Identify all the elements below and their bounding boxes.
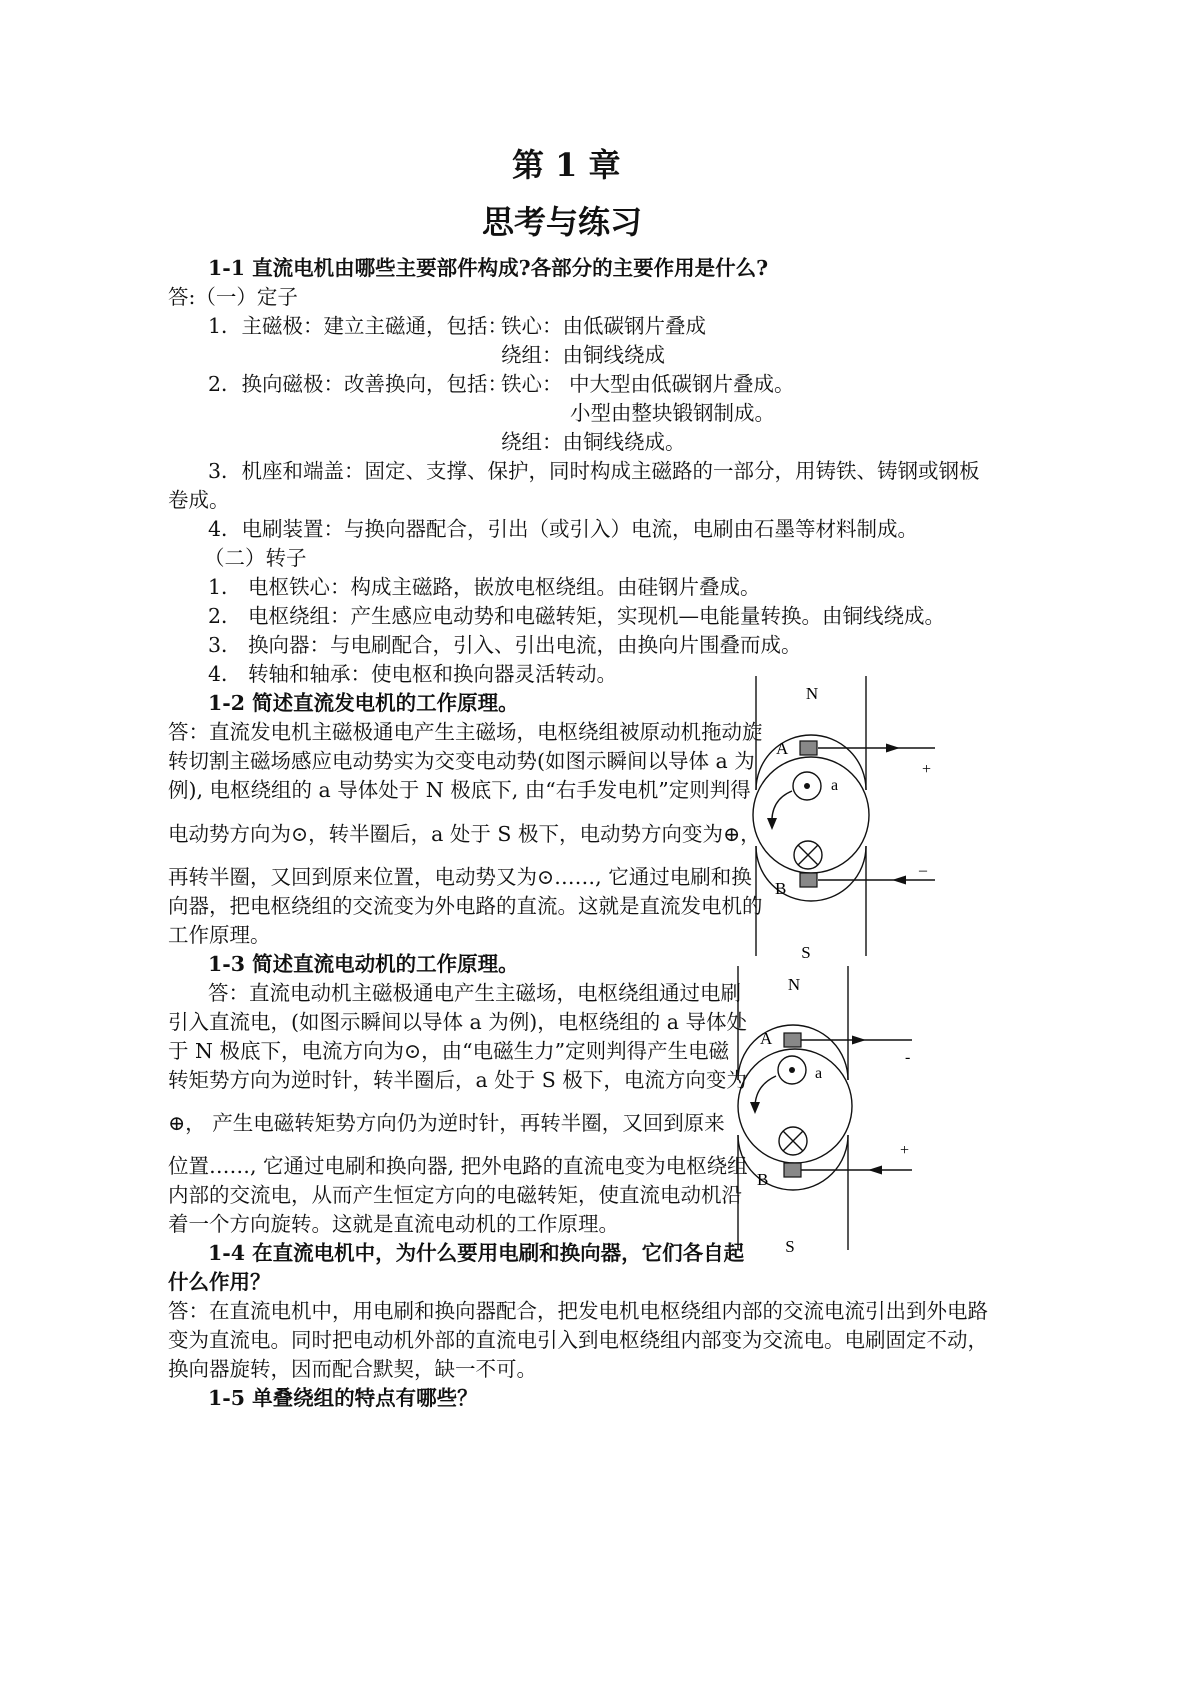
rotor-item-1: 1． 电枢铁心：构成主磁路，嵌放电枢绕组。由硅钢片叠成。 bbox=[208, 575, 761, 599]
answer-1-3-line: 位置……, 它通过电刷和换向器, 把外电路的直流电变为电枢绕组 bbox=[168, 1154, 748, 1178]
fig2-pole-s: S bbox=[785, 1237, 795, 1256]
answer-1-3-line: 着一个方向旋转。这就是直流电动机的工作原理。 bbox=[168, 1212, 619, 1236]
stator-item-2a-cont: 小型由整块锻钢制成。 bbox=[570, 401, 775, 425]
fig2-plus: + bbox=[900, 1142, 910, 1159]
fig1-conductor-label: a bbox=[831, 777, 839, 794]
answer-1-2-line: 电动势方向为⊙，转半圈后，a 处于 S 极下，电动势方向变为⊕， bbox=[168, 822, 761, 846]
dc-generator-diagram bbox=[750, 670, 950, 960]
answer-1-4-line: 答：在直流电机中，用电刷和换向器配合，把发电机电枢绕组内部的交流电流引出到外电路 bbox=[168, 1299, 988, 1323]
fig1-pole-s: S bbox=[801, 943, 811, 962]
fig2-conductor-label: a bbox=[815, 1065, 823, 1082]
section-title: 思考与练习 bbox=[482, 203, 643, 241]
fig2-brush-a: A bbox=[760, 1029, 773, 1048]
stator-item-3: 3．机座和端盖：固定、支撑、保护，同时构成主磁路的一部分，用铸铁、铸钢或钢板 bbox=[208, 459, 980, 483]
answer-1-2-line: 转切割主磁场感应电动势实为交变电动势(如图示瞬间以导体 a 为 bbox=[168, 749, 755, 773]
chapter-title: 第 1 章 bbox=[512, 146, 621, 184]
fig1-brush-a: A bbox=[776, 739, 789, 758]
fig2-minus: - bbox=[905, 1049, 911, 1066]
stator-item-2b: 绕组：由铜线绕成。 bbox=[501, 430, 686, 454]
answer-1-4-line: 变为直流电。同时把电动机外部的直流电引入到电枢绕组内部变为交流电。电刷固定不动， bbox=[168, 1328, 988, 1352]
answer-1-3-line: 转矩势方向为逆时针，转半圈后，a 处于 S 极下，电流方向变为 bbox=[168, 1068, 747, 1092]
rotor-item-2: 2． 电枢绕组：产生感应电动势和电磁转矩，实现机—电能量转换。由铜线绕成。 bbox=[208, 604, 946, 628]
rotor-item-4: 4． 转轴和轴承：使电枢和换向器灵活转动。 bbox=[208, 662, 618, 686]
question-1-5-title: 1-5 单叠绕组的特点有哪些？ bbox=[208, 1386, 478, 1410]
question-1-1-title: 1-1 直流电机由哪些主要部件构成?各部分的主要作用是什么? bbox=[208, 256, 769, 280]
question-1-4-title-cont: 什么作用？ bbox=[168, 1270, 271, 1294]
stator-item-2a: 铁心： 中大型由低碳钢片叠成。 bbox=[501, 372, 795, 396]
fig2-brush-b: B bbox=[757, 1170, 769, 1189]
stator-item-1b: 绕组：由铜线绕成 bbox=[501, 343, 665, 367]
answer-1-3-line: 内部的交流电，从而产生恒定方向的电磁转矩，使直流电动机沿 bbox=[168, 1183, 742, 1207]
rotor-heading: （二）转子 bbox=[204, 546, 307, 570]
answer-1-2-line: 答：直流发电机主磁极通电产生主磁场，电枢绕组被原动机拖动旋 bbox=[168, 720, 763, 744]
question-1-4-title: 1-4 在直流电机中，为什么要用电刷和换向器，它们各自起 bbox=[208, 1241, 745, 1265]
answer-1-3-line: 引入直流电，(如图示瞬间以导体 a 为例)，电枢绕组的 a 导体处 bbox=[168, 1010, 748, 1034]
question-1-3-title: 1-3 简述直流电动机的工作原理。 bbox=[208, 952, 519, 976]
answer-1-4-line: 换向器旋转，因而配合默契，缺一不可。 bbox=[168, 1357, 537, 1381]
answer-1-2-line: 例), 电枢绕组的 a 导体处于 N 极底下, 由“右手发电机”定则判得 bbox=[168, 778, 751, 802]
dc-motor-diagram bbox=[730, 960, 930, 1260]
stator-item-4: 4．电刷装置：与换向器配合，引出（或引入）电流，电刷由石墨等材料制成。 bbox=[208, 517, 919, 541]
fig2-pole-n: N bbox=[787, 975, 801, 994]
answer-1-3-line: 答：直流电动机主磁极通电产生主磁场，电枢绕组通过电刷 bbox=[208, 981, 741, 1005]
question-1-2-title: 1-2 简述直流发电机的工作原理。 bbox=[208, 691, 519, 715]
fig1-plus: + bbox=[922, 761, 932, 778]
fig1-minus: – bbox=[919, 862, 927, 879]
answer-1-3-line: ⊕， 产生电磁转矩势方向仍为逆时针，再转半圈，又回到原来 bbox=[168, 1111, 725, 1135]
fig1-brush-b: B bbox=[775, 879, 787, 898]
answer-1-2-line: 向器，把电枢绕组的交流变为外电路的直流。这就是直流发电机的 bbox=[168, 894, 763, 918]
stator-item-2: 2．换向磁极：改善换向，包括： bbox=[208, 372, 509, 396]
answer-1-3-line: 于 N 极底下，电流方向为⊙，由“电磁生力”定则判得产生电磁 bbox=[168, 1039, 730, 1063]
fig1-pole-n: N bbox=[805, 684, 819, 703]
answer-1-1-intro: 答:（一）定子 bbox=[168, 285, 298, 309]
rotor-item-3: 3． 换向器：与电刷配合，引入、引出电流，由换向片围叠而成。 bbox=[208, 633, 802, 657]
stator-item-3-cont: 卷成。 bbox=[168, 488, 230, 512]
stator-item-1: 1．主磁极：建立主磁通，包括： bbox=[208, 314, 509, 338]
answer-1-2-line: 再转半圈，又回到原来位置，电动势又为⊙……, 它通过电刷和换 bbox=[168, 865, 752, 889]
answer-1-2-line: 工作原理。 bbox=[168, 923, 271, 947]
stator-item-1a: 铁心：由低碳钢片叠成 bbox=[501, 314, 706, 338]
